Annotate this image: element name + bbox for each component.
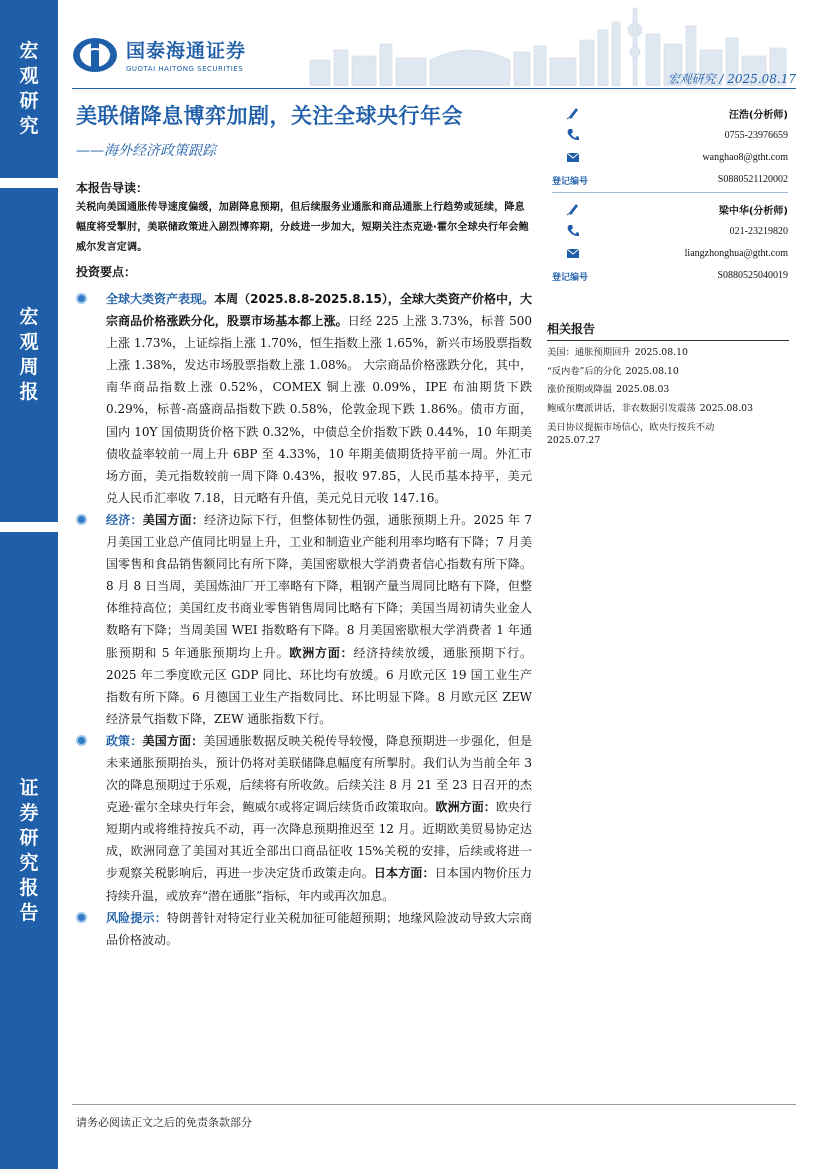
investment-points-list xyxy=(76,288,532,951)
analyst-divider xyxy=(552,192,788,193)
bullet-icon xyxy=(76,912,87,923)
investment-points-heading: 投资要点： xyxy=(76,265,137,279)
related-report-date: 2025.08.03 xyxy=(616,384,670,395)
analyst-phone: 021-23219820 xyxy=(729,226,788,237)
point-keyword: 经济： xyxy=(106,512,143,527)
point-highlight: 欧洲方面： xyxy=(435,800,496,815)
analyst-phone: 0755-23976659 xyxy=(724,130,788,141)
point-text: 经济持续放缓，通胀预期下行。2025 年二季度欧元区 GDP 同比、环比均有放缓。6 月欧元区 19 国工业生产指数有所下降。6 月德国工业生产指数同比、环比明显下降。8 月欧元区 ZEW 经济景气指数下降，ZEW 通胀指数下行。 xyxy=(106,645,532,726)
point-highlight: 本周（2025.8.8-2025.8.15），全球大类资产价格中，大宗商品价格涨跌分化，股票市场基本都上涨。 xyxy=(106,292,532,329)
analyst-name: 梁中华(分析师) xyxy=(718,206,788,217)
registration-number: S0880525040019 xyxy=(717,270,788,281)
guide-body: 关税向美国通胀传导速度偏缓，加剧降息预期，但后续服务业通胀和商品通胀上行趋势或延续，降息幅度将受掣肘，美联储政策进入剧烈博弈期，分歧进一步加大，短期关注杰克逊·霍尔全球央行年会鲍威尔发言定调。 xyxy=(76,202,529,253)
sidebar-char: 报 xyxy=(19,876,39,899)
analyst-list xyxy=(552,104,788,288)
sidebar-char: 究 xyxy=(19,851,39,874)
sidebar-char: 观 xyxy=(19,65,39,87)
point-economy xyxy=(76,509,532,730)
sidebar-char: 研 xyxy=(19,826,39,849)
analyst-card xyxy=(552,104,788,196)
phone-icon xyxy=(566,128,580,142)
point-highlight: 美国方面： xyxy=(142,512,204,527)
point-asset-performance xyxy=(76,288,532,509)
pen-icon xyxy=(566,106,580,120)
pen-icon xyxy=(566,202,580,216)
analyst-email[interactable]: liangzhonghua@gtht.com xyxy=(684,248,788,259)
related-report-title[interactable]: 涨价预期或降温 xyxy=(547,384,613,395)
sidebar-char: 证 xyxy=(19,776,39,799)
header-divider xyxy=(72,88,796,89)
sidebar-tab-macro-weekly xyxy=(0,188,58,522)
bullet-icon xyxy=(76,735,87,746)
related-report-title[interactable]: 美日协议提振市场信心，欧央行按兵不动 xyxy=(547,422,715,433)
registration-number: S0880521120002 xyxy=(717,174,788,185)
mail-icon xyxy=(566,150,580,164)
related-report-date: 2025.07.27 xyxy=(547,435,601,446)
analyst-card xyxy=(552,196,788,288)
logo-icon xyxy=(72,37,118,73)
point-risk xyxy=(76,907,532,951)
related-report-date: 2025.08.10 xyxy=(625,365,679,377)
sidebar-char: 究 xyxy=(19,115,39,137)
sidebar-char: 券 xyxy=(19,801,39,824)
point-keyword: 风险提示： xyxy=(106,910,167,925)
sidebar-tab-securities-report xyxy=(0,532,58,1169)
related-report-date: 2025.08.03 xyxy=(699,402,753,414)
point-highlight: 欧洲方面： xyxy=(289,645,354,660)
report-subtitle: ——海外经济政策跟踪 xyxy=(76,143,216,159)
point-highlight: 美国方面： xyxy=(142,733,204,748)
sidebar-char: 宏 xyxy=(19,40,39,62)
related-report-item[interactable] xyxy=(547,400,789,419)
sidebar-char: 宏 xyxy=(19,306,39,328)
registration-label: 登记编号 xyxy=(552,273,589,283)
point-text: 欧央行短期内或将维持按兵不动，再一次降息预期推迟至 12 月。近期欧美贸易协定达成，欧洲同意了美国对其近全部出口商品征收 15%关税的安排，后续或将进一步观察关税影响后，再进一步决定货币政策走向。 xyxy=(106,800,532,881)
related-report-item[interactable] xyxy=(547,363,789,382)
mail-icon xyxy=(566,246,580,260)
report-category-date: 宏观研究 / 2025.08.17 xyxy=(667,72,796,86)
company-logo xyxy=(72,36,246,73)
point-keyword: 全球大类资产表现。 xyxy=(106,292,215,306)
logo-english-name: GUOTAI HAITONG SECURITIES xyxy=(126,65,244,73)
point-text: 美国通胀数据反映关税传导较慢，降息预期进一步强化，但是未来通胀预期抬头，预计仍将对美联储降息幅度有所掣肘。我们认为当前全年 3 次的降息预期过于乐观，后续将有所收敛。后续关注 8 月 21 至 23 日召开的杰克逊·霍尔全球央行年会，鲍威尔或将定调后续货币政策取向。 xyxy=(106,733,532,815)
point-keyword: 政策： xyxy=(106,733,143,748)
related-report-title[interactable]: 美国：通胀预期回升 xyxy=(547,347,631,358)
sidebar-char: 告 xyxy=(19,901,39,924)
analyst-name: 汪浩(分析师) xyxy=(728,110,788,121)
related-report-item[interactable] xyxy=(547,381,789,400)
point-text: 日经 225 上涨 3.73%，标普 500 上涨 1.73%，上证综指上涨 1.70%，恒生指数上涨 1.65%，新兴市场股票指数上涨 1.38%，发达市场股票指数上涨 1.08%。 大宗商品价格涨跌分化，其中，南华商品指数上涨 0.52%，COMEX 铜上涨 0.09%，IPE 布油期货下跌 0.29%，标普-高盛商品指数下跌 0.58%，伦敦金现下跌 1.86%。债市方面，国内 10Y 国债期货价格下跌 0.32%，中债总全价指数下跌 0.44%，10 年期美债收益率较前一周上升 6BP 至 4.33%，10 年期美债期货持平前一周。外汇市场方面，美元指数较前一周下降 0.43%，报收 97.85，人民币基本持平，美元兑人民币汇率收 7.18，日元略有升值，美元兑日元收 147.16。 xyxy=(106,314,532,505)
bullet-icon xyxy=(76,293,87,304)
sidebar-char: 报 xyxy=(19,381,39,403)
phone-icon xyxy=(566,224,580,238)
related-report-item[interactable] xyxy=(547,344,789,363)
related-report-title[interactable]: “反内卷”后的分化 xyxy=(547,365,622,377)
related-divider xyxy=(547,340,789,341)
related-report-item[interactable] xyxy=(547,421,789,447)
point-highlight: 日本方面： xyxy=(373,866,435,881)
point-text: 特朗普针对特定行业关税加征可能超预期；地缘风险波动导致大宗商品价格波动。 xyxy=(106,910,532,947)
related-report-title[interactable]: 鲍威尔鹰派讲话，非农数据引发震荡 xyxy=(547,402,696,414)
disclaimer-footer: 请务必阅读正文之后的免责条款部分 xyxy=(76,1116,252,1129)
report-title: 美联储降息博弈加剧，关注全球央行年会 xyxy=(76,104,463,128)
bullet-icon xyxy=(76,514,87,525)
related-reports-list xyxy=(547,344,789,447)
sidebar-char: 研 xyxy=(19,90,39,112)
analyst-email[interactable]: wanghao8@gtht.com xyxy=(702,152,788,163)
point-text: 经济边际下行，但整体韧性仍强，通胀预期上升。2025 年 7 月美国工业总产值同比明显上升，工业和制造业产能利用率均略有下降；7 月美国零售和食品销售额同比有所下降，美国密歇根大学消费者信心指数有所下降。8 月 8 日当周，美国炼油厂开工率略有下降，粗钢产量当周同比略有下降，但整体维持高位；美国红皮书商业零售销售周同比略有下降；美国当周初请失业金人数略有下降；当周美国 WEI 指数略有下降。8 月美国密歇根大学消费者 1 年通胀预期和 5 年通胀预期均上升。 xyxy=(106,512,532,660)
point-policy xyxy=(76,730,532,907)
related-report-date: 2025.08.10 xyxy=(634,347,688,358)
logo-chinese-name: 国泰海通证券 xyxy=(126,40,247,62)
registration-label: 登记编号 xyxy=(552,177,589,187)
guide-heading: 本报告导读： xyxy=(76,181,149,195)
related-reports-heading: 相关报告 xyxy=(547,322,596,336)
sidebar-char: 周 xyxy=(19,356,39,378)
point-text: 日本国内物价压力持续升温，或放弃“潜在通胀”指标，年内或再次加息。 xyxy=(106,866,532,903)
sidebar-char: 观 xyxy=(19,331,39,353)
sidebar-tab-macro-research xyxy=(0,0,58,178)
footer-divider xyxy=(72,1104,796,1105)
